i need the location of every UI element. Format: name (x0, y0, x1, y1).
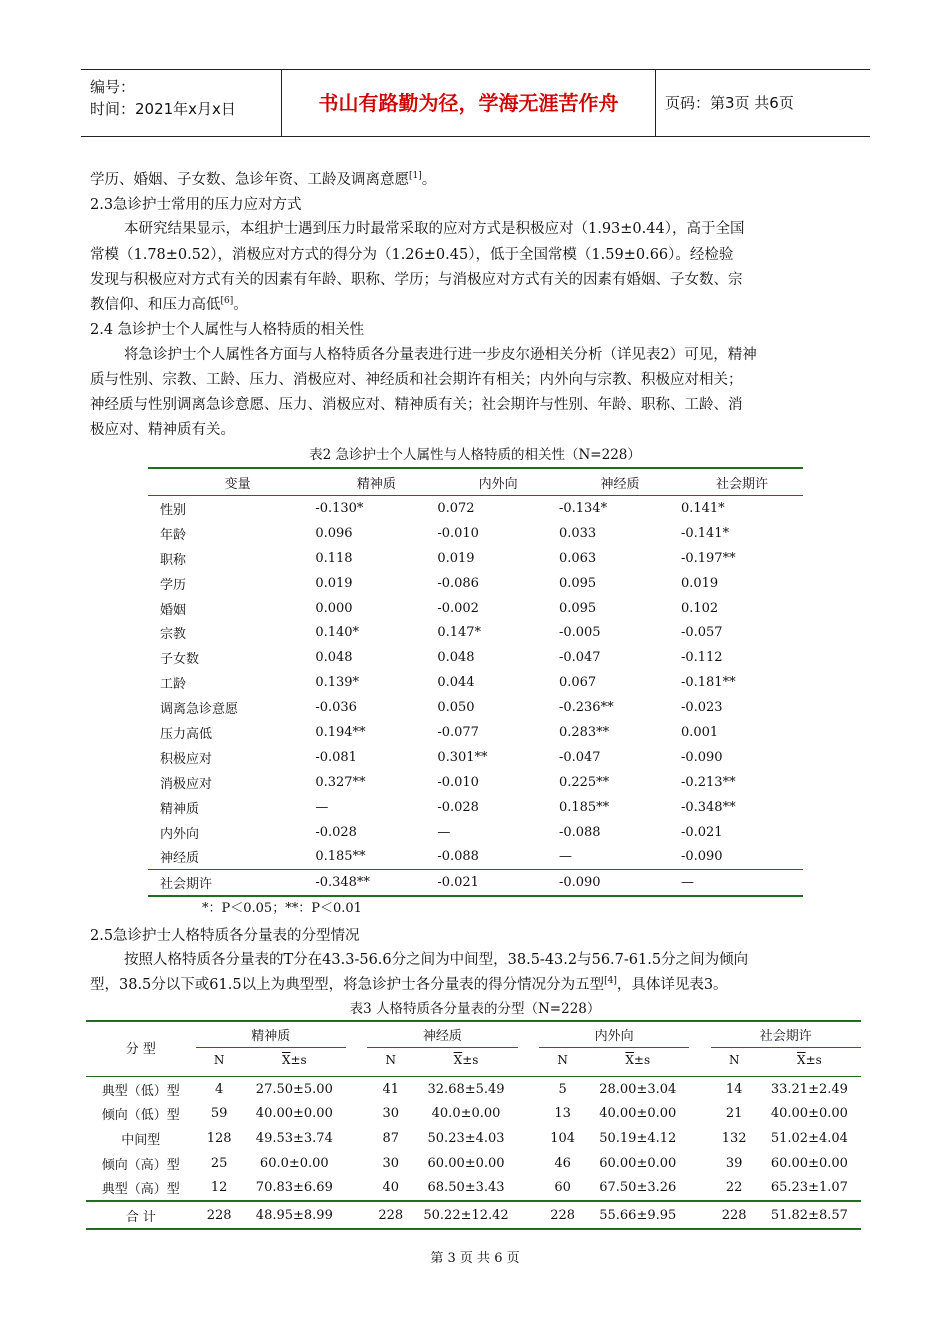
table-cell: 60.0±0.00 (259, 1155, 329, 1171)
table-cell: -0.236** (558, 700, 614, 716)
table-cell: -0.028 (315, 824, 357, 840)
table-row (148, 546, 803, 571)
section-2-3-title: 2.3急诊护士常用的压力应对方式 (90, 197, 302, 213)
table-cell: 4 (215, 1081, 224, 1097)
table-cell: 0.067 (558, 675, 597, 691)
row-label: 性别 (160, 502, 187, 518)
table-cell: -0.090 (559, 870, 681, 896)
table-cell: 0.283** (558, 724, 610, 740)
column-header: 神经质 (559, 468, 681, 496)
table-cell: 0.072 (437, 500, 475, 516)
column-header: 变量 (148, 468, 315, 496)
citation: [1] (409, 171, 422, 182)
table-cell: 0.000 (315, 600, 353, 616)
row-label: 内外向 (160, 826, 200, 842)
section-2-4-title: 2.4 急诊护士个人属性与人格特质的相关性 (90, 322, 365, 338)
column-gap (346, 1151, 367, 1176)
table-row (148, 521, 803, 546)
row-label: 子女数 (160, 652, 200, 668)
table-cell: -0.086 (437, 575, 479, 591)
table-cell: -0.010 (437, 774, 479, 790)
mean-header: $\overline{X}\pm s$ (281, 1053, 307, 1068)
table-cell: -0.021 (680, 824, 723, 840)
table-cell: 0.185** (558, 799, 610, 815)
table-cell: 32.68±5.49 (427, 1081, 505, 1097)
column-header: 精神质 (315, 468, 437, 496)
column-header: 社会期许 (681, 468, 803, 496)
paragraph-line: 发现与积极应对方式有关的因素有年龄、职称、学历；与消极应对方式有关的因素有婚姻、子女数、宗 (90, 272, 743, 288)
table-cell: 0.019 (680, 575, 719, 591)
mean-header: $\overline{X}\pm s$ (625, 1053, 651, 1068)
citation: [4] (604, 976, 617, 987)
section-2-5-title: 2.5急诊护士人格特质各分量表的分型情况 (90, 928, 360, 944)
table-cell: 0.095 (558, 575, 597, 591)
table-cell: 40 (382, 1180, 400, 1196)
group-header: 神经质 (367, 1021, 518, 1047)
personality-type-table (86, 1020, 861, 1230)
table-cell: 60.00±0.00 (770, 1155, 848, 1171)
table-cell: 40.0±0.00 (431, 1106, 501, 1122)
mean-header: $\overline{X}\pm s$ (453, 1053, 479, 1068)
table-cell: 50.22±12.42 (414, 1201, 517, 1229)
table-cell: 0.102 (680, 600, 719, 616)
table-cell: 0.050 (437, 700, 475, 716)
total-row (86, 1201, 861, 1229)
column-gap (689, 1076, 710, 1101)
table-cell: 0.225** (558, 774, 610, 790)
table-cell: 0.185** (315, 849, 366, 865)
column-gap (346, 1102, 367, 1127)
table-cell: 40.00±0.00 (599, 1106, 677, 1122)
table-cell: -0.348** (315, 870, 437, 896)
code-label: 编号： (90, 78, 136, 96)
table-cell: -0.197** (680, 550, 736, 566)
row-label: 社会期许 (148, 870, 315, 896)
table-row (148, 695, 803, 720)
table-cell: 0.019 (437, 550, 475, 566)
table-row (148, 795, 803, 820)
table-row (148, 571, 803, 596)
n-header: N (557, 1053, 568, 1068)
column-gap (518, 1201, 539, 1229)
row-label: 典型（低）型 (101, 1083, 180, 1099)
table-cell: 68.50±3.43 (427, 1180, 505, 1196)
table-cell: -0.002 (437, 600, 479, 616)
table-cell: — (558, 849, 572, 865)
table-group-header-row (86, 1021, 861, 1047)
table-row (148, 745, 803, 770)
table-row (86, 1102, 861, 1127)
header-motto: 书山有路勤为径，学海无涯苦作舟 (282, 70, 656, 136)
table-cell: 48.95±8.99 (243, 1201, 346, 1229)
table-cell: -0.141* (680, 525, 730, 541)
table-cell: 59 (210, 1106, 228, 1122)
page-footer: 第 3 页 共 6 页 (430, 1251, 520, 1266)
column-gap (689, 1151, 710, 1176)
table-cell: 228 (196, 1201, 243, 1229)
table-row (148, 596, 803, 621)
table-cell: 60 (554, 1180, 571, 1196)
time-label: 时间：2021年x月x日 (90, 100, 236, 118)
column-gap (518, 1076, 539, 1101)
row-label: 婚姻 (160, 602, 187, 618)
table-cell: -0.036 (315, 700, 357, 716)
table-cell: 0.048 (437, 650, 475, 666)
row-label: 年龄 (160, 527, 187, 543)
table-cell: -0.130* (315, 500, 364, 516)
column-header: 内外向 (437, 468, 559, 496)
table-3-caption: 表3 人格特质各分量表的分型（N=228） (349, 1001, 601, 1017)
table-cell: 30 (382, 1106, 400, 1122)
table-cell: 0.063 (558, 550, 597, 566)
row-label: 精神质 (160, 801, 200, 817)
table-cell: 21 (725, 1106, 743, 1122)
paragraph-line: 极应对、精神质有关。 (90, 422, 235, 438)
table-cell: 0.141* (680, 500, 725, 516)
table-cell: -0.090 (680, 749, 723, 765)
row-label: 宗教 (160, 627, 187, 643)
table-cell: 0.140* (315, 625, 360, 641)
table-cell: 40.00±0.00 (255, 1106, 333, 1122)
table-cell: 132 (721, 1131, 747, 1147)
group-header: 社会期许 (711, 1021, 861, 1047)
row-label: 学历 (160, 577, 187, 593)
column-gap (689, 1126, 710, 1151)
column-gap (518, 1151, 539, 1176)
table-cell: -0.047 (558, 650, 601, 666)
table-cell: 0.096 (315, 525, 353, 541)
table-cell: 65.23±1.07 (770, 1180, 848, 1196)
table-cell: -0.348** (680, 799, 736, 815)
column-gap (518, 1102, 539, 1127)
table-cell: 49.53±3.74 (255, 1131, 333, 1147)
table-cell: -0.077 (437, 724, 479, 740)
table-cell: -0.112 (680, 650, 723, 666)
table-cell: 27.50±5.00 (255, 1081, 333, 1097)
table-cell: 55.66±9.95 (586, 1201, 689, 1229)
table-cell: -0.028 (437, 799, 479, 815)
table-row (148, 870, 803, 896)
table-cell: 104 (550, 1131, 576, 1147)
column-gap (346, 1201, 367, 1229)
row-label: 神经质 (160, 851, 200, 867)
table-row (86, 1126, 861, 1151)
table-row (86, 1176, 861, 1202)
paragraph-line: 常模（1.78±0.52），消极应对方式的得分为（1.26±0.45），低于全国常模（1.59±0.66）。经检验 (90, 247, 734, 263)
row-label: 职称 (160, 552, 187, 568)
table-cell: 228 (367, 1201, 414, 1229)
table-row (148, 620, 803, 645)
table-cell: 67.50±3.26 (599, 1180, 677, 1196)
table-cell: 33.21±2.49 (770, 1081, 848, 1097)
table-cell: — (315, 799, 329, 815)
row-label: 压力高低 (160, 726, 213, 742)
row-label: 消极应对 (160, 776, 213, 792)
table-cell: 0.139* (315, 675, 360, 691)
table-cell: 13 (554, 1106, 571, 1122)
column-gap (689, 1176, 710, 1202)
citation: [6] (220, 296, 234, 307)
column-gap (346, 1126, 367, 1151)
table-cell: 87 (382, 1131, 400, 1147)
table-subheader-row (86, 1047, 861, 1072)
row-label: 典型（高）型 (101, 1182, 180, 1198)
n-header: N (385, 1053, 396, 1068)
n-header: N (213, 1053, 225, 1068)
table-cell: 51.02±4.04 (770, 1131, 848, 1147)
paragraph-line: 质与性别、宗教、工龄、压力、消极应对、神经质和社会期许有相关；内外向与宗教、积极应对相关； (90, 372, 743, 388)
row-label: 中间型 (121, 1133, 161, 1149)
paragraph-line: 本研究结果显示，本组护士遇到压力时最常采取的应对方式是积极应对（1.93±0.44），高于全国 (124, 221, 745, 237)
paragraph-line: 型，38.5分以下或61.5以上为典型型，将急诊护士各分量表的得分情况分为五型[4]，具体详见表3。 (90, 976, 728, 993)
column-gap (689, 1201, 710, 1229)
n-header: N (728, 1053, 740, 1068)
table-cell: 39 (725, 1155, 743, 1171)
paragraph-line: 学历、婚姻、子女数、急诊年资、工龄及调离意愿[1]。 (90, 171, 437, 188)
table-cell: 0.044 (437, 675, 475, 691)
page-header (81, 69, 870, 137)
column-gap (346, 1176, 367, 1202)
table-cell: 0.327** (315, 774, 366, 790)
table-cell: 50.23±4.03 (427, 1131, 505, 1147)
table-row (148, 496, 803, 521)
table-cell: -0.134* (558, 500, 608, 516)
table-cell: 70.83±6.69 (255, 1180, 333, 1196)
table-cell: -0.081 (315, 749, 357, 765)
table-cell: 12 (210, 1180, 228, 1196)
table-cell: -0.010 (437, 525, 479, 541)
table-cell: 0.301** (437, 749, 488, 765)
table-cell: 0.095 (558, 600, 597, 616)
table-cell: 51.82±8.57 (758, 1201, 861, 1229)
type-column-header: 分 型 (86, 1021, 196, 1072)
table-cell: 60.00±0.00 (599, 1155, 677, 1171)
table-cell: 40.00±0.00 (770, 1106, 848, 1122)
table-cell: — (437, 824, 451, 840)
table-cell: 0.147* (437, 625, 482, 641)
table-cell: 0.001 (680, 724, 719, 740)
table-row (148, 844, 803, 869)
table-header-row (148, 468, 803, 496)
table-row (86, 1151, 861, 1176)
mean-header: $\overline{X}\pm s$ (797, 1053, 822, 1068)
table-cell: 5 (558, 1081, 567, 1097)
table-row (148, 820, 803, 845)
correlation-table (148, 467, 803, 897)
table-cell: 60.00±0.00 (427, 1155, 505, 1171)
table-cell: 0.019 (315, 575, 353, 591)
header-page-label: 页码：第3页 共6页 (665, 94, 794, 112)
row-label: 调离急诊意愿 (160, 702, 239, 718)
row-label: 倾向（高）型 (101, 1157, 180, 1173)
row-label: 合 计 (86, 1201, 196, 1229)
table-cell: — (681, 870, 803, 896)
table-cell: 228 (711, 1201, 758, 1229)
table-cell: 0.194** (315, 724, 366, 740)
column-gap (518, 1126, 539, 1151)
paragraph-line: 教信仰、和压力高低[6]。 (90, 296, 248, 313)
table-cell: -0.088 (437, 849, 479, 865)
column-gap (518, 1176, 539, 1202)
table-cell: 50.19±4.12 (599, 1131, 677, 1147)
column-gap (346, 1076, 367, 1101)
group-header: 内外向 (539, 1021, 689, 1047)
table-cell: -0.057 (680, 625, 723, 641)
row-label: 倾向（低）型 (101, 1108, 180, 1124)
table-cell: 0.118 (315, 550, 353, 566)
table-cell: 0.048 (315, 650, 353, 666)
table-row (148, 670, 803, 695)
table-cell: 0.033 (558, 525, 597, 541)
table-row (148, 645, 803, 670)
table-cell: 41 (382, 1081, 400, 1097)
row-label: 积极应对 (160, 751, 213, 767)
table-cell: 228 (539, 1201, 586, 1229)
table-cell: 28.00±3.04 (599, 1081, 677, 1097)
table-cell: 22 (725, 1180, 743, 1196)
group-header: 精神质 (196, 1021, 346, 1047)
table-row (86, 1076, 861, 1101)
table-cell: 30 (382, 1155, 400, 1171)
table-cell: -0.023 (680, 700, 723, 716)
table-2-note: *：P＜0.05；**：P＜0.01 (202, 901, 362, 916)
table-cell: 14 (725, 1081, 743, 1097)
table-cell: 25 (210, 1155, 228, 1171)
table-cell: -0.047 (558, 749, 601, 765)
table-cell: -0.021 (437, 870, 559, 896)
column-gap (689, 1102, 710, 1127)
table-2-caption: 表2 急诊护士个人属性与人格特质的相关性（N=228） (309, 447, 641, 463)
paragraph-line: 神经质与性别调离急诊意愿、压力、消极应对、精神质有关；社会期许与性别、年龄、职称、工龄、消 (90, 397, 743, 413)
table-cell: 128 (206, 1131, 232, 1147)
table-cell: -0.213** (680, 774, 736, 790)
table-cell: 46 (554, 1155, 571, 1171)
table-row (148, 720, 803, 745)
header-meta (81, 70, 282, 136)
table-cell: -0.088 (558, 824, 601, 840)
paragraph-line: 按照人格特质各分量表的T分在43.3-56.6分之间为中间型，38.5-43.2与56.7-61.5分之间为倾向 (124, 952, 749, 968)
row-label: 工龄 (160, 677, 187, 693)
table-row (148, 770, 803, 795)
table-cell: -0.005 (558, 625, 601, 641)
table-cell: -0.090 (680, 849, 723, 865)
table-cell: -0.181** (680, 675, 736, 691)
paragraph-line: 将急诊护士个人属性各方面与人格特质各分量表进行进一步皮尔逊相关分析（详见表2）可见，精神 (124, 347, 757, 363)
